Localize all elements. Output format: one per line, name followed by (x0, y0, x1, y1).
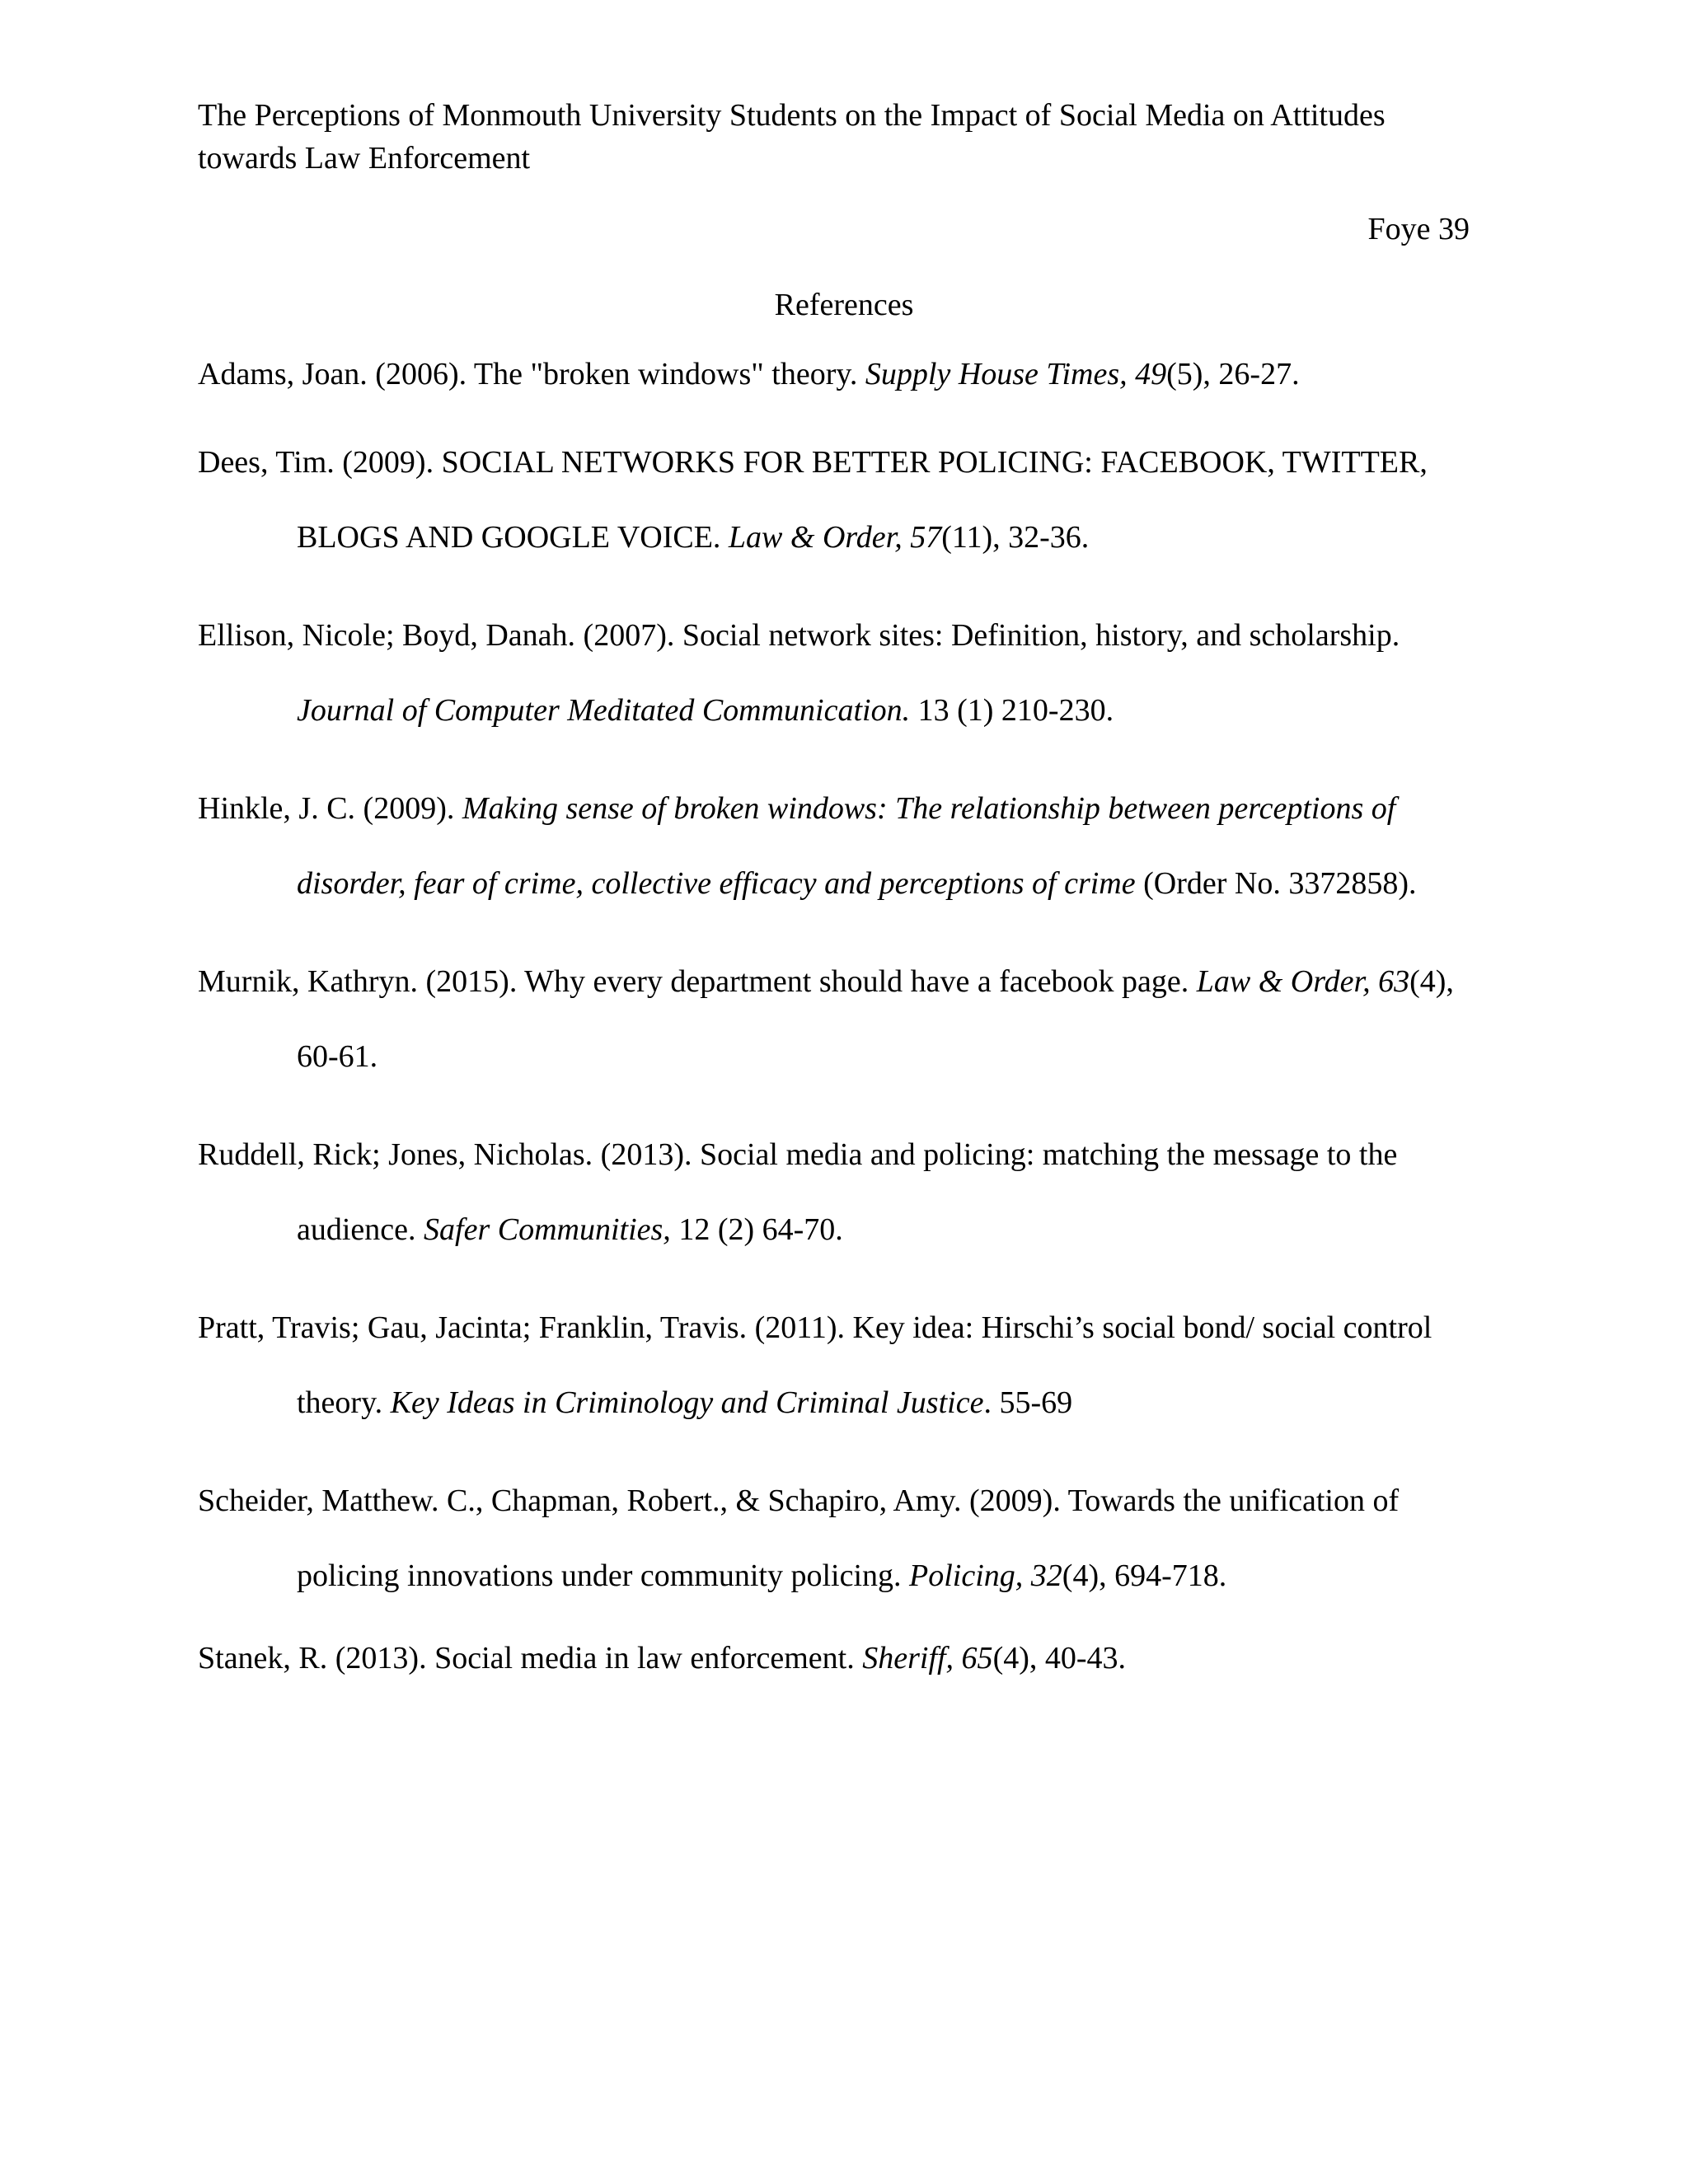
reference-entry-ellison (198, 598, 1492, 748)
reference-list (198, 353, 1492, 1709)
reference-text: Ellison, Nicole; Boyd, Danah. (2007). Social network sites: Definition, history, and scholarship. (198, 618, 1400, 653)
reference-text: Pratt, Travis; Gau, Jacinta; Franklin, Travis. (2011). Key idea: Hirschi’s social bond/ social control theory. (198, 1310, 1432, 1420)
reference-source: Supply House Times, 49 (865, 357, 1167, 391)
reference-entry-stanek (198, 1637, 1492, 1680)
reference-tail: (4), 694-718. (1062, 1558, 1227, 1593)
reference-tail: (4), 40-43. (992, 1641, 1127, 1675)
reference-text: Dees, Tim. (2009). SOCIAL NETWORKS FOR BETTER POLICING: FACEBOOK, TWITTER, BLOGS AND GOOGLE VOICE. (198, 445, 1428, 555)
reference-entry-scheider (198, 1464, 1492, 1614)
reference-tail: (Order No. 3372858). (1135, 866, 1417, 901)
reference-source: Making sense of broken windows: The relationship between perceptions of disorder, fear of crime, collective efficacy and perceptions of crime (297, 791, 1396, 901)
reference-entry-ruddell (198, 1118, 1492, 1268)
reference-source: Key Ideas in Criminology and Criminal Justice (390, 1385, 984, 1420)
references-heading: References (774, 288, 914, 322)
reference-tail: . 55-69 (983, 1385, 1073, 1420)
reference-text: Adams, Joan. (2006). The "broken windows" theory. (198, 357, 865, 391)
reference-tail: 13 (1) 210-230. (910, 693, 1114, 728)
reference-source: Safer Communities, (424, 1212, 671, 1247)
reference-source: Sheriff, 65 (862, 1641, 993, 1675)
reference-entry-pratt (198, 1291, 1492, 1441)
reference-tail: 12 (2) 64-70. (670, 1212, 843, 1247)
page-number: Foye 39 (1367, 212, 1470, 246)
reference-tail: (11), 32-36. (941, 520, 1090, 555)
running-title: The Perceptions of Monmouth University Students on the Impact of Social Media on Attitudes towards Law Enforcement (198, 98, 1386, 176)
reference-tail: (4), 60-61. (297, 964, 1454, 1074)
reference-text: Murnik, Kathryn. (2015). Why every department should have a facebook page. (198, 964, 1197, 999)
reference-tail: (5), 26-27. (1166, 357, 1300, 391)
reference-entry-adams (198, 353, 1492, 396)
reference-source: Law & Order, 63 (1196, 964, 1410, 999)
reference-text: Ruddell, Rick; Jones, Nicholas. (2013). Social media and policing: matching the message to the audience. (198, 1137, 1398, 1247)
reference-text: Scheider, Matthew. C., Chapman, Robert., & Schapiro, Amy. (2009). Towards the unification of policing innovations under community policing. (198, 1483, 1400, 1593)
reference-entry-hinkle (198, 771, 1492, 921)
reference-source: Law & Order, 57 (728, 520, 942, 555)
reference-text: Hinkle, J. C. (2009). (198, 791, 462, 826)
reference-text: Stanek, R. (2013). Social media in law enforcement. (198, 1641, 863, 1675)
reference-entry-murnik (198, 944, 1492, 1094)
reference-source: Policing, 32 (909, 1558, 1062, 1593)
reference-source: Journal of Computer Meditated Communication. (297, 693, 911, 728)
reference-entry-dees (198, 425, 1492, 575)
